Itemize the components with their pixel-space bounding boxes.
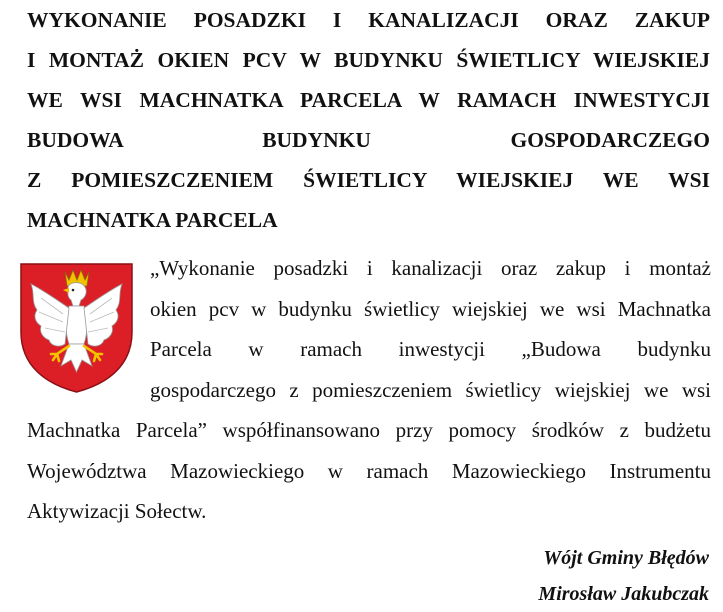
body-line: okien pcv w budynku świetlicy wiejskiej we wsi Machnatka (150, 296, 711, 321)
body-paragraph (27, 248, 711, 532)
body-line: „Wykonanie posadzki i kanalizacji oraz zakup i montaż (150, 256, 711, 280)
body-line: Machnatka Parcela” współfinansowano przy pomocy środków z budżetu (27, 418, 711, 442)
body-line: gospodarczego z pomieszczeniem świetlicy wiejskiej we wsi (150, 377, 711, 402)
document-heading (27, 0, 710, 240)
heading-line: MACHNATKA PARCELA (27, 208, 278, 232)
heading-line: WE WSI MACHNATKA PARCELA W RAMACH INWESTYCJI (27, 88, 710, 112)
signature-title: Wójt Gminy Błędów (543, 547, 709, 569)
signature-block (538, 540, 709, 612)
heading-line: Z POMIESZCZENIEM ŚWIETLICY WIEJSKIEJ WE WSI (27, 168, 710, 192)
heading-line: WYKONANIE POSADZKI I KANALIZACJI ORAZ ZAKUP (27, 8, 710, 32)
body-line: Parcela w ramach inwestycji „Budowa budynku (150, 337, 711, 361)
heading-line: BUDOWA BUDYNKU GOSPODARCZEGO (27, 128, 710, 152)
signature-name: Mirosław Jakubczak (538, 583, 709, 605)
body-line: Województwa Mazowieckiego w ramach Mazowieckiego Instrumentu (27, 458, 711, 483)
heading-line: I MONTAŻ OKIEN PCV W BUDYNKU ŚWIETLICY WIEJSKIEJ (27, 48, 710, 72)
body-line: Aktywizacji Sołectw. (27, 499, 207, 523)
